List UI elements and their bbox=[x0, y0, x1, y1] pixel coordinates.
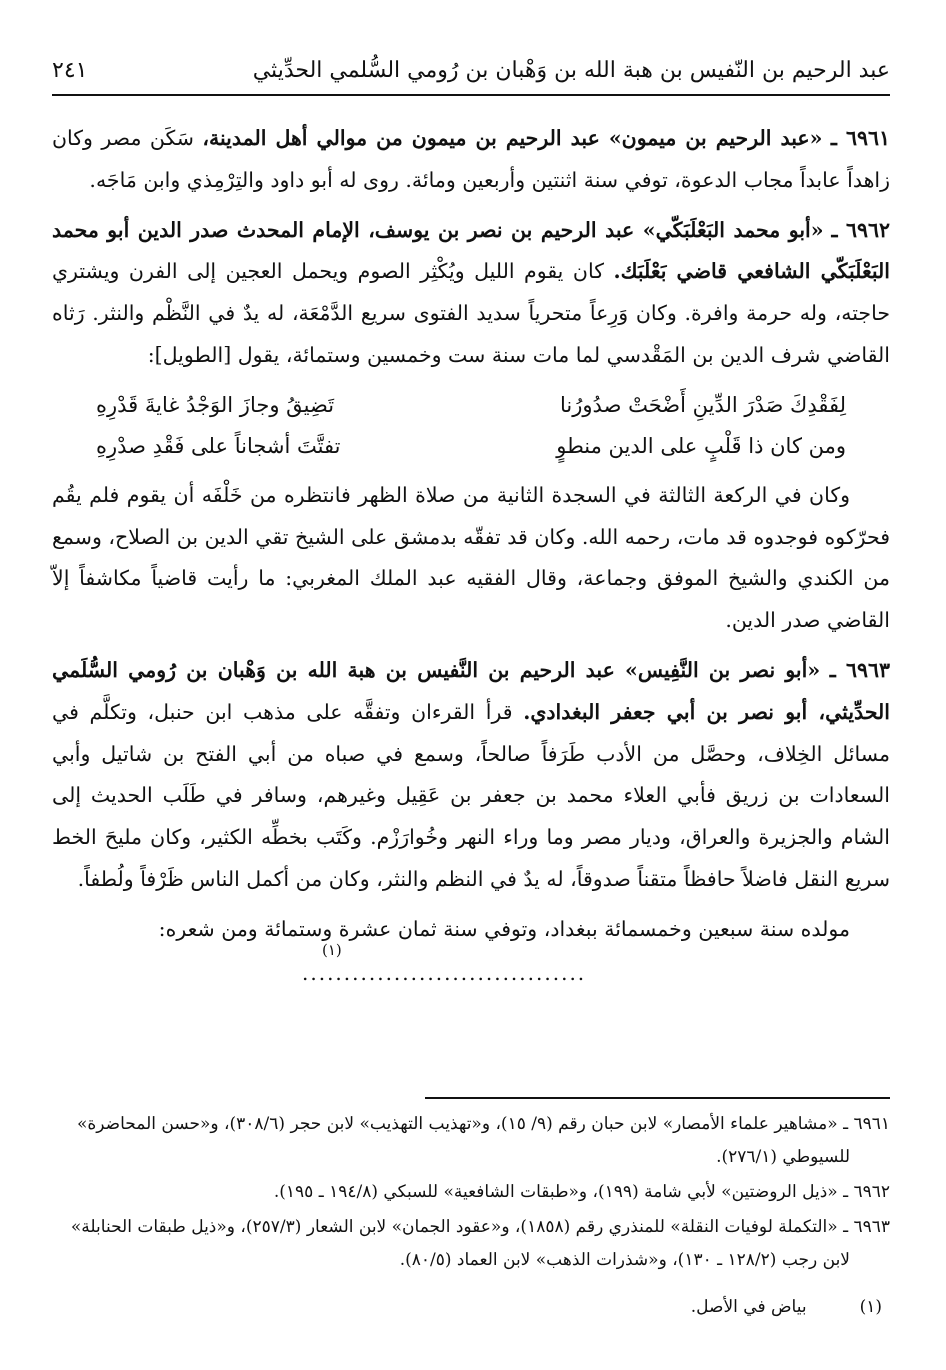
poem-verse bbox=[52, 426, 890, 467]
entry-heading: «عبد الرحيم بن ميمون» عبد الرحيم بن ميمون من موالي أهل المدينة، bbox=[202, 126, 823, 150]
footnote bbox=[52, 1211, 890, 1277]
header-rule bbox=[52, 94, 890, 96]
entry-6963 bbox=[52, 650, 890, 901]
birth-death-line: مولده سنة سبعين وخمسمائة ببغداد، وتوفي سنة ثمان عشرة وستمائة ومن شعره: bbox=[158, 916, 850, 941]
verse-second-hemistich: تَضِيقُ وجازَ الوَجْدُ غايةَ قَدْرِهِ bbox=[96, 392, 335, 417]
footnote bbox=[52, 1176, 890, 1209]
footnotes bbox=[52, 1108, 890, 1324]
footnote bbox=[52, 1108, 890, 1174]
entry-number: ٦٩٦١ ـ bbox=[830, 126, 890, 150]
entry-text: قرأ القرءان وتفقَّه على مذهب ابن حنبل، وتكلَّم في مسائل الخِلاف، وحصَّل من الأدب طَرَفاً صالحاً، وسمع في صباه من أبي الفتح بن شاتيل وأبي السعادات بن زريق فأبي العلاء محمد بن جعفر بن عَقِيل وغيرهم، وسافر في طَلَب الحديث إلى الشام والجزيرة والعراق، وديار مصر وما وراء النهر وخُوارَزْم. وكَتَب بخطِّه الكثير، وكان مليحَ الخط سريع النقل فاضلاً حافظاً متقناً صدوقاً، له يدٌ في النظم والنثر، وكان من أكمل الناس ظَرْفاً ولُطفاً. bbox=[52, 699, 890, 891]
poem bbox=[52, 385, 890, 467]
entry-text: كان يقوم الليل ويُكْثِر الصوم ويحمل العجين إلى الفرن ويشتري حاجته، وله حرمة وافرة. وكان وَرِعاً متحرياً سديد الفتوى سريع الدَّمْعَة، له يدٌ في النَّظْم والنثر. رَثاه القاضي شرف الدين بن المَقْدسي لما مات سنة ست وخمسين وستمائة، يقول [الطويل]: bbox=[52, 259, 890, 367]
footnote-text: «ذيل الروضتين» لأبي شامة (١٩٩)، و«طبقات الشافعية» للسبكي (١٩٤/٨ ـ ١٩٥). bbox=[273, 1182, 838, 1202]
footnote-text: «التكملة لوفيات النقلة» للمنذري رقم (١٨٥٨)، و«عقود الجمان» لابن الشعار (٢٥٧/٣)، و«ذيل طبقات الحنابلة» لابن رجب (١٢٨/٢ ـ ١٣٠)، و«شذرات الذهب» لابن العماد (٨٠/٥). bbox=[70, 1217, 850, 1270]
footnote-marker: (١) bbox=[322, 940, 342, 959]
lacuna-text: بياض في الأصل. bbox=[690, 1297, 807, 1317]
entry-number: ٦٩٦٢ ـ bbox=[831, 217, 890, 242]
ellipsis-dots: .................................. bbox=[302, 960, 587, 985]
verse-first-hemistich: ومن كان ذا قَلْبٍ على الدين منطوٍ bbox=[556, 433, 846, 458]
verse-first-hemistich: لِفَقْدِكَ صَدْرَ الدِّينِ أَضْحَتْ صدُورُنا bbox=[560, 392, 846, 417]
footnote-number: ٦٩٦٢ ـ bbox=[843, 1182, 890, 1202]
lacuna-note bbox=[52, 1291, 890, 1324]
main-text bbox=[52, 118, 890, 989]
entry-number: ٦٩٦٣ ـ bbox=[829, 657, 890, 682]
entry-6962 bbox=[52, 210, 890, 377]
entry-6961 bbox=[52, 118, 890, 202]
entry-6962-continuation: وكان في الركعة الثالثة في السجدة الثانية من صلاة الظهر فانتظره من خَلْفَه أن يقوم فلم يقُم فحرّكوه فوجدوه قد مات، رحمه الله. وكان قد تفقّه بدمشق على الشيخ تقي الدين بن الصلاح، وسمع من الكندي والشيخ الموفق وجماعة، وقال الفقيه عبد الملك المغربي: ما رأيت قاضياً مكاشفاً إلاّ القاضي صدر الدين. bbox=[52, 482, 890, 633]
omitted-poem bbox=[52, 940, 890, 989]
running-header bbox=[52, 52, 890, 92]
verse-second-hemistich: تفتَّتَ أشجاناً على فَقْدِ صدْرِهِ bbox=[96, 433, 341, 458]
footnote-number: ٦٩٦١ ـ bbox=[843, 1114, 890, 1134]
page-number: ٢٤١ bbox=[52, 58, 88, 83]
entry-heading: «أبو نصر بن النَّفِيس» عبد الرحيم بن النَّفيس بن هبة الله بن وَهْبان بن رُومي السُّلَمي الحدِّيثي، أبو نصر بن أبي جعفر البغدادي. bbox=[52, 657, 890, 724]
footnote-number: ٦٩٦٣ ـ bbox=[843, 1217, 890, 1237]
lacuna-marker: (١) bbox=[859, 1297, 882, 1317]
entry-heading: «أبو محمد البَعْلَبَكّي» عبد الرحيم بن نصر بن يوسف، الإمام المحدث صدر الدين أبو محمد البَعْلَبَكّي الشافعي قاضي بَعْلَبَك. bbox=[52, 217, 890, 284]
poem-verse bbox=[52, 385, 890, 426]
footnote-text: «مشاهير علماء الأمصار» لابن حبان رقم (٩/ ١٥)، و«تهذيب التهذيب» لابن حجر (٣٠٨/٦)، و«حسن المحاضرة» للسيوطي (٢٧٦/١). bbox=[76, 1114, 850, 1167]
footnote-rule bbox=[425, 1097, 890, 1099]
running-title: عبد الرحيم بن النّفيس بن هبة الله بن وَهْبان بن رُومي السُّلمي الحدِّيثي bbox=[252, 58, 890, 83]
entry-text: سَكَن مصر وكان زاهداً عابداً مجاب الدعوة، توفي سنة اثنتين وأربعين ومائة. روى له أبو داود والتِرْمِذي وابن مَاجَه. bbox=[52, 126, 890, 192]
